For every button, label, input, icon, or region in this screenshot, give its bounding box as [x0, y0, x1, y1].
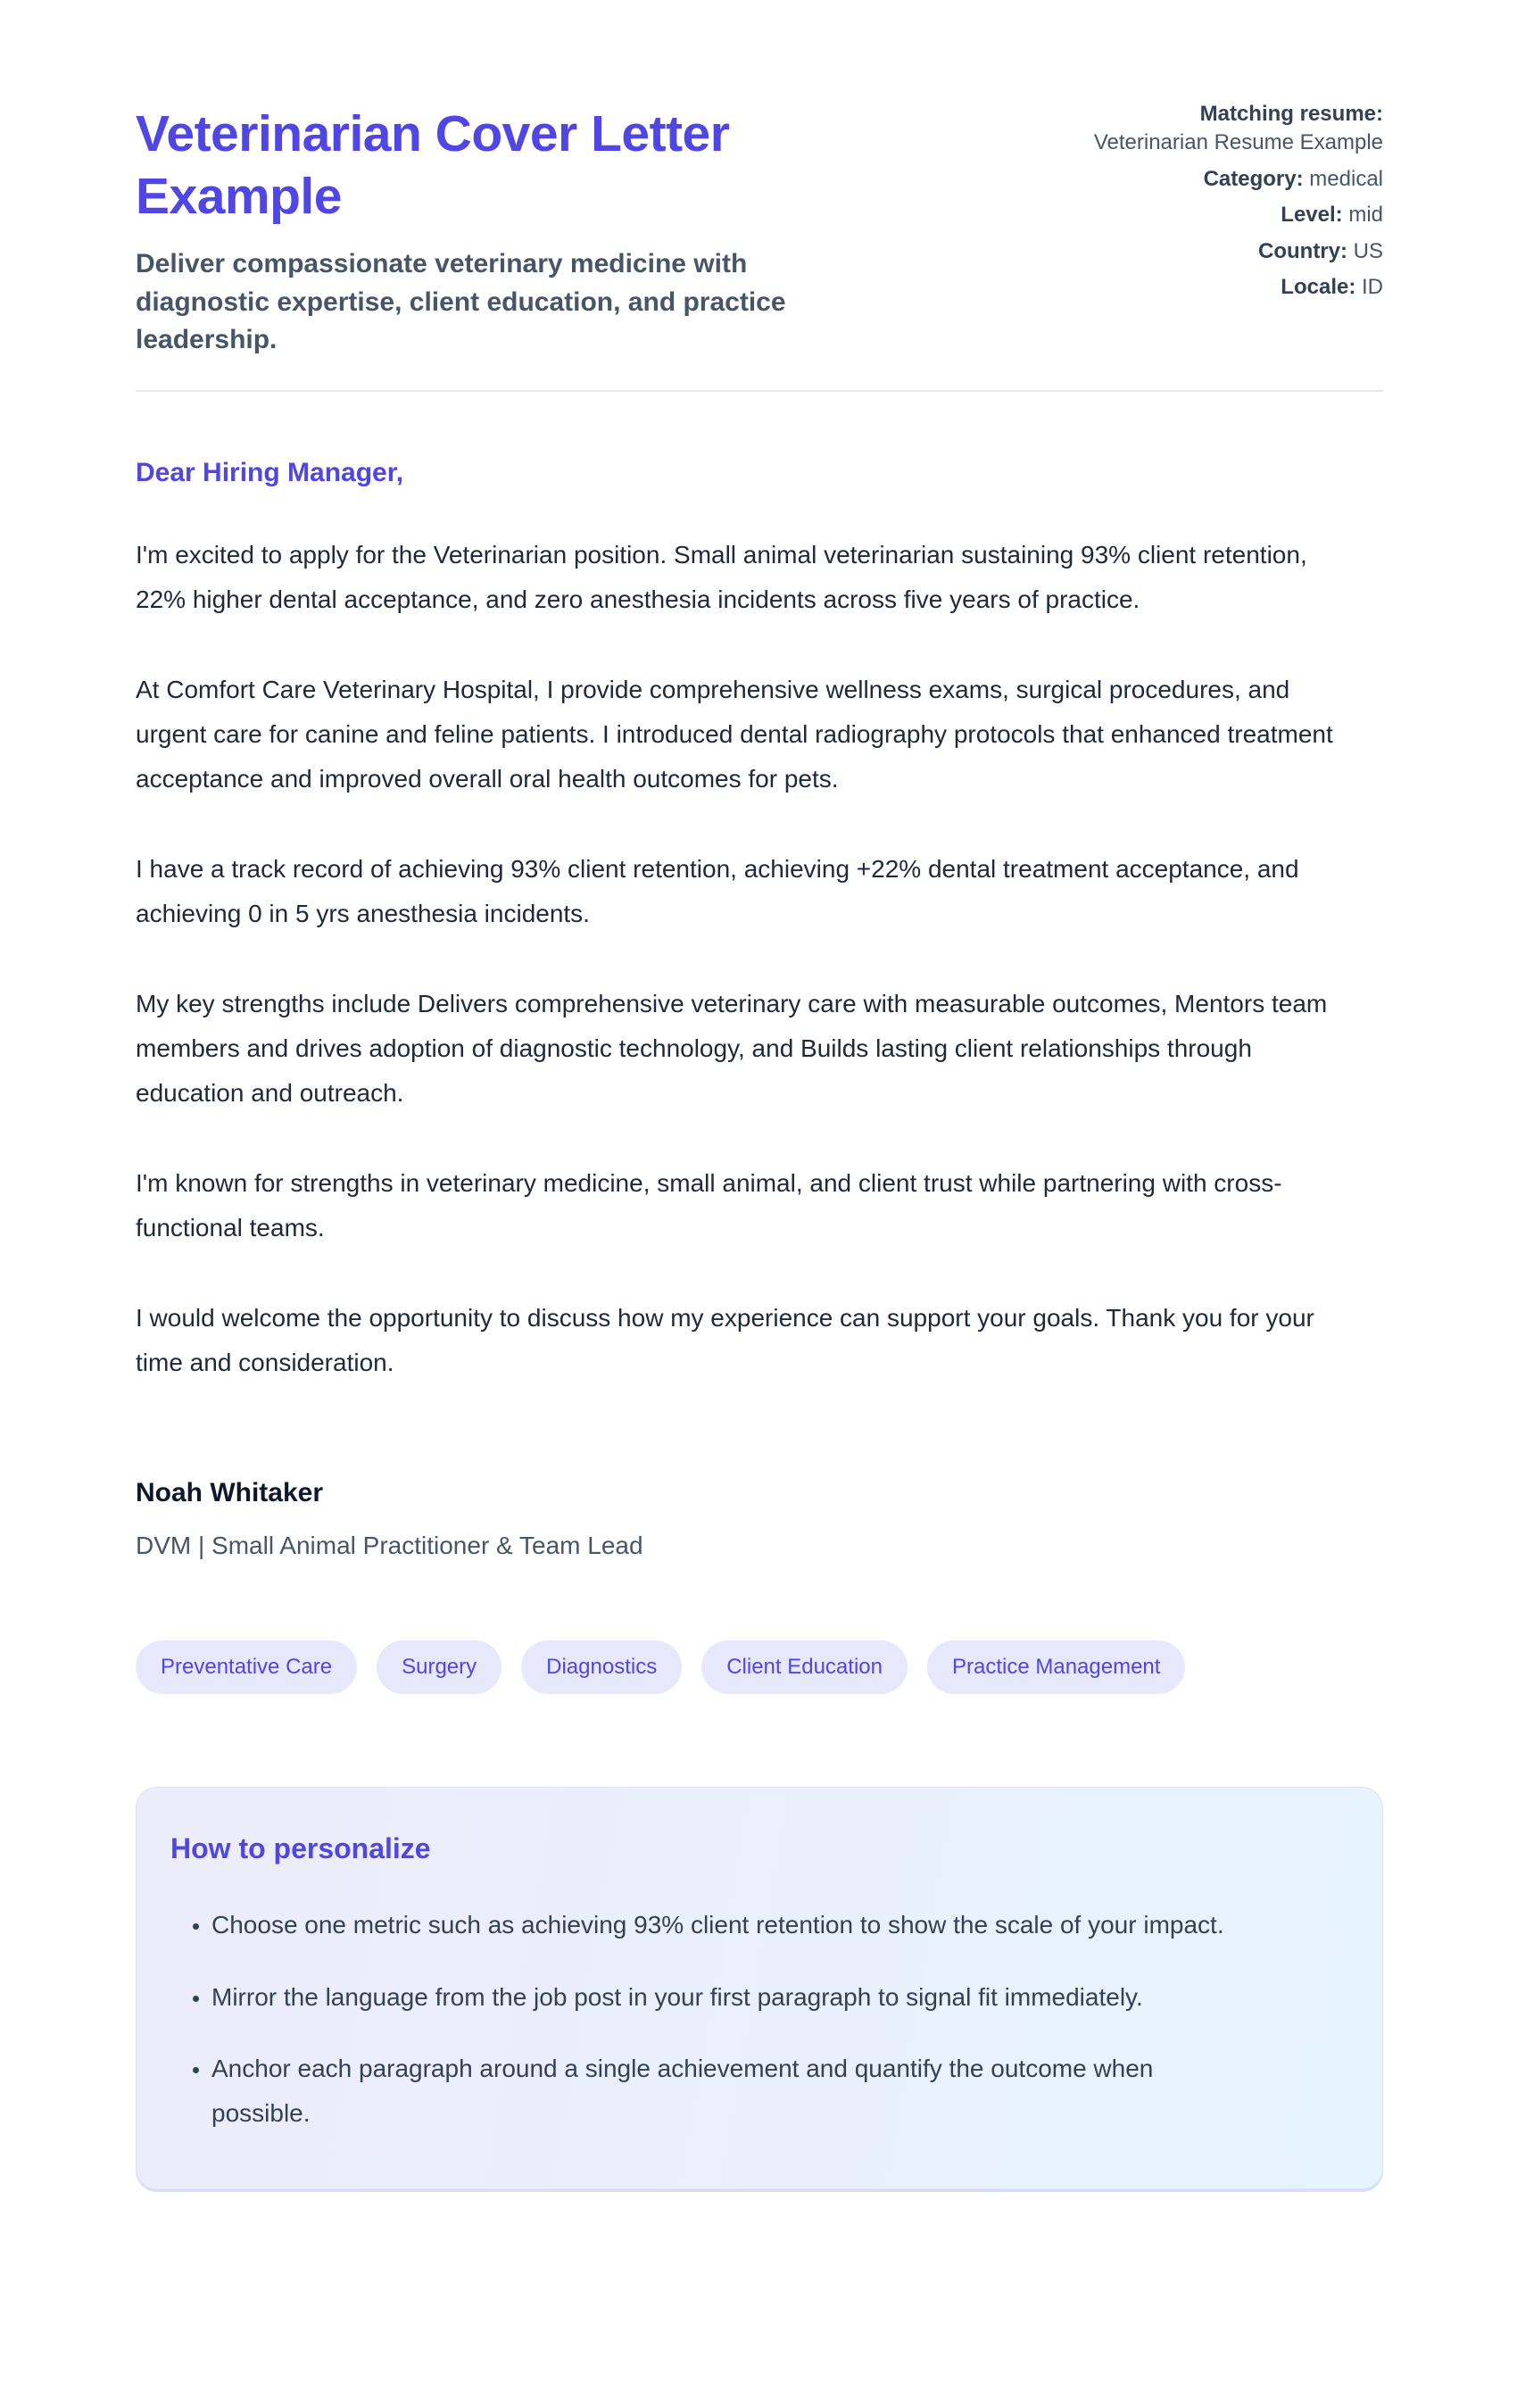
tip-item: • Choose one metric such as achieving 93% client retention to show the scale of your impact. [211, 1903, 1238, 1947]
signature-name: Noah Whitaker [136, 1478, 324, 1508]
resume-meta [1089, 100, 1383, 309]
meta-category [1089, 165, 1383, 194]
tag-preventative-care[interactable]: Preventative Care [136, 1640, 357, 1694]
how-to-personalize-box [136, 1787, 1383, 2189]
header [136, 104, 1383, 360]
tip-item: • Anchor each paragraph around a single achievement and quantify the outcome when possible. [211, 2047, 1238, 2137]
header-divider [136, 390, 1383, 392]
signature-role: DVM | Small Animal Practitioner & Team Lead [136, 1532, 643, 1560]
letter-paragraph: I'm known for strengths in veterinary medicine, small animal, and client trust while partnering with cross-functional teams. [136, 1168, 1282, 1242]
meta-matching-resume [1089, 100, 1383, 158]
tip-item: • Mirror the language from the job post in your first paragraph to signal fit immediately. [211, 1975, 1238, 2020]
header-left [136, 104, 885, 360]
tag-client-education[interactable]: Client Education [701, 1640, 908, 1694]
meta-value: ID [1362, 274, 1383, 299]
letter-paragraph: My key strengths include Delivers comprehensive veterinary care with measurable outcomes, Mentors team members and drives adoption of diagnostic technology, and Builds lasting client relationships through education and outreach. [136, 989, 1328, 1108]
meta-country [1089, 237, 1383, 266]
meta-level [1089, 201, 1383, 229]
meta-label: Country: [1258, 238, 1347, 263]
tag-surgery[interactable]: Surgery [377, 1640, 502, 1694]
meta-label: Level: [1281, 203, 1343, 228]
letter-greeting: Dear Hiring Manager, [136, 457, 404, 487]
page-subtitle: Deliver compassionate veterinary medicine with diagnostic expertise, client education, and practice leadership. [136, 249, 786, 355]
meta-value: Veterinarian Resume Example [1093, 130, 1383, 155]
meta-locale [1089, 273, 1383, 302]
meta-value: medical [1309, 166, 1383, 191]
letter-paragraph: I'm excited to apply for the Veterinarian position. Small animal veterinarian sustaining 93% client retention, 22% higher dental acceptance, and zero anesthesia incidents across five years of practice. [136, 540, 1307, 614]
meta-label: Matching resume: [1199, 102, 1383, 126]
meta-value: US [1353, 238, 1383, 263]
page-title: Veterinarian Cover Letter Example [136, 105, 730, 225]
meta-value: mid [1348, 203, 1383, 228]
letter-paragraph: At Comfort Care Veterinary Hospital, I provide comprehensive wellness exams, surgical procedures, and urgent care for canine and feline patients. I introduced dental radiography protocols that enhanced treatment acceptance and improved overall oral health outcomes for pets. [136, 675, 1333, 793]
tips-title: How to personalize [170, 1832, 431, 1865]
tips-list [170, 1903, 1329, 2137]
meta-label: Locale: [1281, 274, 1356, 299]
letter-paragraph: I have a track record of achieving 93% client retention, achieving +22% dental treatment acceptance, and achieving 0 in 5 yrs anesthesia incidents. [136, 854, 1299, 928]
letter-paragraph: I would welcome the opportunity to discuss how my experience can support your goals. Thank you for your time and consideration. [136, 1303, 1314, 1376]
tag-practice-management[interactable]: Practice Management [927, 1640, 1185, 1694]
meta-label: Category: [1203, 166, 1304, 191]
tag-diagnostics[interactable]: Diagnostics [521, 1640, 682, 1694]
letter-body [136, 458, 1383, 2189]
signature-block [136, 1478, 1383, 1560]
tag-list [136, 1640, 1383, 1694]
